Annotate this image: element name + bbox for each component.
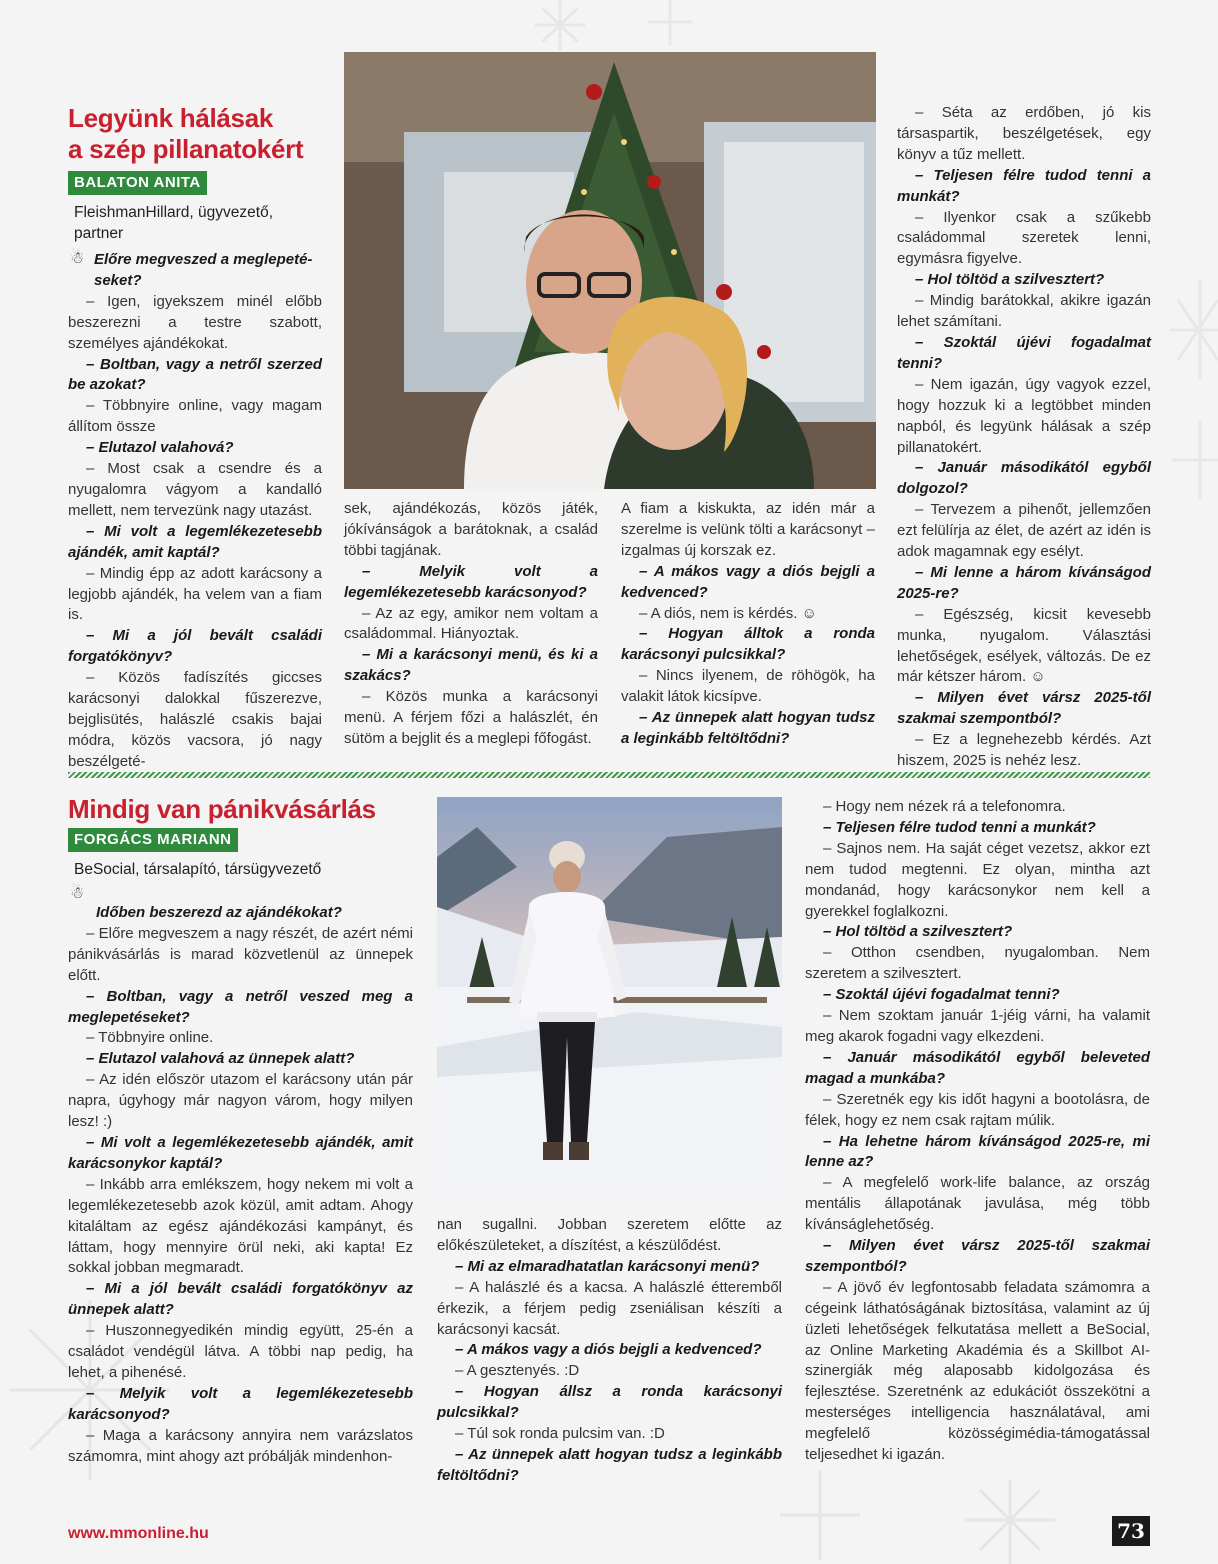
interview-answer: sek, ajándékozás, közös játék, jókívánságok a barátoknak, a család többi tagjának.: [344, 500, 598, 559]
interview-answer: – Tervezem a pihenőt, jellemzően ezt felülírja az élet, de azért az idén is adok magamnak egy esélyt.: [897, 501, 1151, 561]
role-line: partner: [74, 225, 124, 242]
interview-answer: – A megfelelő work-life balance, az ország mentális állapotának javulása, még több kívánságlehetőség.: [805, 1174, 1150, 1234]
interview-question: – Elutazol valahová?: [86, 439, 234, 457]
snowflake-decoration-icon: [1160, 260, 1218, 520]
snowman-icon: ☃: [70, 885, 85, 902]
interview-question: Időben beszerezd az ajándékokat?: [96, 904, 342, 921]
interview-question: seket?: [94, 271, 142, 289]
title-line: a szép pillanatokért: [68, 134, 304, 164]
interview-question: – Január másodikától egyből beleveted magad a munkába?: [805, 1048, 1150, 1087]
interview-question: – Mi a jól bevált családi forgatókönyv?: [68, 627, 322, 666]
interview-answer: – Inkább arra emlékszem, hogy nekem mi volt a legemlékezetesebb azok közül, amit adtam. Ahogy kitaláltam az egész ajándékozási kampányt, és láttam, hogy mennyire örül neki, aki kapta! Ez sokkal jobban megmaradt.: [68, 1175, 413, 1277]
interview-answer: – Hogy nem nézek rá a telefonomra.: [823, 798, 1066, 815]
section-divider: [68, 772, 1150, 778]
interview-question: Előre megveszed a meglepeté-: [94, 251, 313, 268]
interview-answer: – Igen, igyekszem minél előbb beszerezni a testre szabott, személyes ajándékokat.: [68, 292, 322, 352]
interview-question: – Szoktál újévi fogadalmat tenni?: [823, 986, 1060, 1004]
author-name-tag: FORGÁCS MARIANN: [68, 828, 238, 852]
interview-question: – Január másodikától egyből dolgozol?: [897, 459, 1151, 498]
interview-question: – Hol töltöd a szilvesztert?: [915, 271, 1105, 289]
interview-question: – Mi volt a legemlékezetesebb ajándék, amit karácsonykor kaptál?: [68, 1133, 413, 1172]
interview-answer: – Mindig épp az adott karácsony a legjobb ajándék, ha velem van a fiam is.: [68, 564, 322, 624]
interview-answer: – Sajnos nem. Ha saját céget vezetsz, akkor ezt nem tudod megtenni. Ez olyan, mintha azt mondanád, hogy karácsonykor nem kell a gyerekkel foglalkozni.: [805, 839, 1150, 920]
snowflake-decoration-icon: [520, 0, 720, 60]
interview-question: – Milyen évet vársz 2025-től szakmai szempontból?: [805, 1237, 1150, 1275]
interview-question: – Boltban, vagy a netről veszed meg a meglepetéseket?: [68, 987, 413, 1026]
article2-column-3: [805, 797, 1150, 1466]
article1-column-2: [344, 499, 598, 750]
interview-answer: – Előre megveszem a nagy részét, de azért némi pánikvásárlás is marad közvetlenül az ünnepek előtt.: [68, 924, 413, 984]
snowy-mountain-photo: [437, 797, 782, 1195]
article-title: [68, 103, 303, 165]
article1-column-1: [68, 250, 322, 773]
interview-answer: – A jövő év legfontosabb feladata számomra a cégeink láthatóságának biztosítása, valamint az új üzleti lehetőségek felkutatása mellett a BeSocial, az Online Marketing Akadémia és a Skillbot AI-szinergiák még alaposabb kidolgozása és fejlesztése. Szeretnénk az edukációt összekötni a mesterséges intelligencia használatával, ami megfelelő közösségimédia-támogatással teljesedhet ki igazán.: [805, 1278, 1150, 1464]
interview-answer: – Túl sok ronda pulcsim van. :D: [455, 1425, 665, 1443]
interview-answer: – Séta az erdőben, jó kis társaspartik, beszélgetések, egy könyv a tűz mellett.: [897, 104, 1151, 163]
photo-illustration: [437, 797, 782, 1195]
author-role: BeSocial, társalapító, társügyvezető: [74, 861, 322, 878]
interview-question: – Teljesen félre tudod tenni a munkát?: [897, 166, 1151, 205]
christmas-selfie-photo: [344, 52, 876, 489]
interview-question: – Boltban, vagy a netről szerzed be azokat?: [68, 355, 322, 394]
interview-answer: – Otthon csendben, nyugalomban. Nem szeretem a szilvesztert.: [805, 944, 1150, 983]
interview-question: – A mákos vagy a diós bejgli a kedvenced?: [455, 1341, 762, 1359]
snowman-icon: ☃: [70, 250, 85, 267]
article1-column-3: [621, 499, 875, 750]
interview-question: – Az ünnepek alatt hogyan tudsz a leginkább feltöltődni?: [437, 1445, 782, 1484]
interview-answer: nan sugallni. Jobban szeretem előtte az előkészületeket, a díszítést, a készülődést.: [437, 1216, 782, 1254]
interview-question: – Mi lenne a három kívánságod 2025-re?: [897, 563, 1151, 602]
article2-column-1: [68, 903, 413, 1467]
interview-question: – Mi volt a legemlékezetesebb ajándék, amit kaptál?: [68, 522, 322, 561]
interview-answer: – Nem igazán, úgy vagyok ezzel, hogy hozzuk ki a legtöbbet minden napból, és legyünk hálásak a szép pillanatokért.: [897, 375, 1151, 456]
interview-question: – Melyik volt a legemlékezetesebb karácsonyod?: [68, 1384, 413, 1423]
website-url[interactable]: www.mmonline.hu: [68, 1525, 209, 1542]
author-role: [74, 202, 273, 244]
article-title: Mindig van pánikvásárlás: [68, 794, 376, 824]
interview-answer: – A halászlé és a kacsa. A halászlé étteremből érkezik, a férjem pedig zseniálisan készíti a karácsonyi kacsát.: [437, 1278, 782, 1338]
interview-answer: – Nem szoktam január 1-jéig várni, ha valamit meg akarok fogadni vagy elkezdeni.: [805, 1007, 1150, 1045]
interview-answer: – Közös munka a karácsonyi menü. A férjem főzi a halászlét, én sütöm a bejglit és a meglepi főfogást.: [344, 688, 598, 747]
interview-answer: – Többnyire online.: [86, 1029, 214, 1047]
page-number: 73: [1112, 1516, 1150, 1546]
interview-question: – Ha lehetne három kívánságod 2025-re, mi lenne az?: [805, 1132, 1150, 1171]
interview-question: – Melyik volt a legemlékezetesebb karácsonyod?: [344, 562, 598, 601]
interview-answer: – Nincs ilyenem, de röhögök, ha valakit látok kicsípve.: [621, 667, 875, 706]
interview-question: – Az ünnepek alatt hogyan tudsz a leginkább feltöltődni?: [621, 709, 875, 747]
interview-answer: – Az idén először utazom el karácsony után pár napra, úgyhogy már nagyon várom, hogy milyen lesz! :): [68, 1071, 413, 1131]
interview-answer: – Szeretnék egy kis időt hagyni a bootolásra, de félek, hogy ez nem csak rajtam múlik.: [805, 1090, 1150, 1129]
interview-answer: – Az az egy, amikor nem voltam a családommal. Hiányoztak.: [344, 604, 598, 643]
author-name-tag: BALATON ANITA: [68, 171, 207, 195]
photo-illustration: [344, 52, 876, 489]
role-line: FleishmanHillard, ügyvezető,: [74, 204, 274, 221]
interview-question: – Hogyan álltok a ronda karácsonyi pulcsikkal?: [621, 625, 875, 664]
interview-answer: – Mindig barátokkal, akikre igazán lehet számítani.: [897, 292, 1151, 331]
interview-question: – Elutazol valahová az ünnepek alatt?: [86, 1050, 355, 1068]
interview-answer: – Huszonnegyedikén mindig együtt, 25-én a családot vendégül látva. A többi nap pedig, ha lehet, a pihenésé.: [68, 1322, 413, 1381]
snowflake-decoration-icon: [760, 1460, 1100, 1564]
article1-column-4: [897, 103, 1151, 772]
interview-question: – Szoktál újévi fogadalmat tenni?: [897, 333, 1151, 372]
interview-answer: – A diós, nem is kérdés. ☺: [639, 604, 817, 622]
article2-column-2: [437, 1215, 782, 1487]
interview-answer: – Ilyenkor csak a szűkebb családommal szeretek lenni, egymásra figyelve.: [897, 208, 1151, 268]
interview-answer: – Közös fadíszítés giccses karácsonyi dalokkal fűszerezve, bejglisütés, halászlé csakis bajai módra, közös vacsora, jó nagy beszélgeté-: [68, 669, 322, 770]
interview-answer: – Maga a karácsony annyira nem varázslatos számomra, mint ahogy azt próbálják mindenhon-: [68, 1426, 413, 1465]
interview-question: – A mákos vagy a diós bejgli a kedvenced?: [621, 562, 875, 601]
interview-question: – Mi a jól bevált családi forgatókönyv az ünnepek alatt?: [68, 1280, 413, 1319]
interview-question: – Hol töltöd a szilvesztert?: [823, 923, 1013, 941]
title-line: Legyünk hálásak: [68, 103, 274, 133]
interview-question: – Milyen évet vársz 2025-től szakmai szempontból?: [897, 689, 1151, 728]
interview-question: – Hogyan állsz a ronda karácsonyi pulcsikkal?: [437, 1383, 782, 1422]
interview-question: – Teljesen félre tudod tenni a munkát?: [823, 818, 1096, 836]
interview-answer: – Most csak a csendre és a nyugalomra vágyom a kandalló mellett, nem tervezünk nagy utazást.: [68, 460, 322, 519]
interview-answer: – Többnyire online, vagy magam állítom össze: [68, 397, 322, 436]
interview-answer: – A gesztenyés. :D: [455, 1362, 580, 1380]
interview-answer: – Ez a legnehezebb kérdés. Azt hiszem, 2025 is nehéz lesz.: [897, 731, 1151, 770]
interview-answer: – Egészség, kicsit kevesebb munka, nyugalom. Választási lehetőségek, esélyek, változás. De ez már kétszer három. ☺: [897, 605, 1151, 686]
interview-question: – Mi az elmaradhatatlan karácsonyi menü?: [455, 1257, 760, 1275]
interview-answer: A fiam a kiskukta, az idén már a szerelme is velünk tölti a karácsonyt – izgalmas új korszak ez.: [621, 500, 875, 559]
interview-question: – Mi a karácsonyi menü, és ki a szakács?: [344, 646, 598, 685]
